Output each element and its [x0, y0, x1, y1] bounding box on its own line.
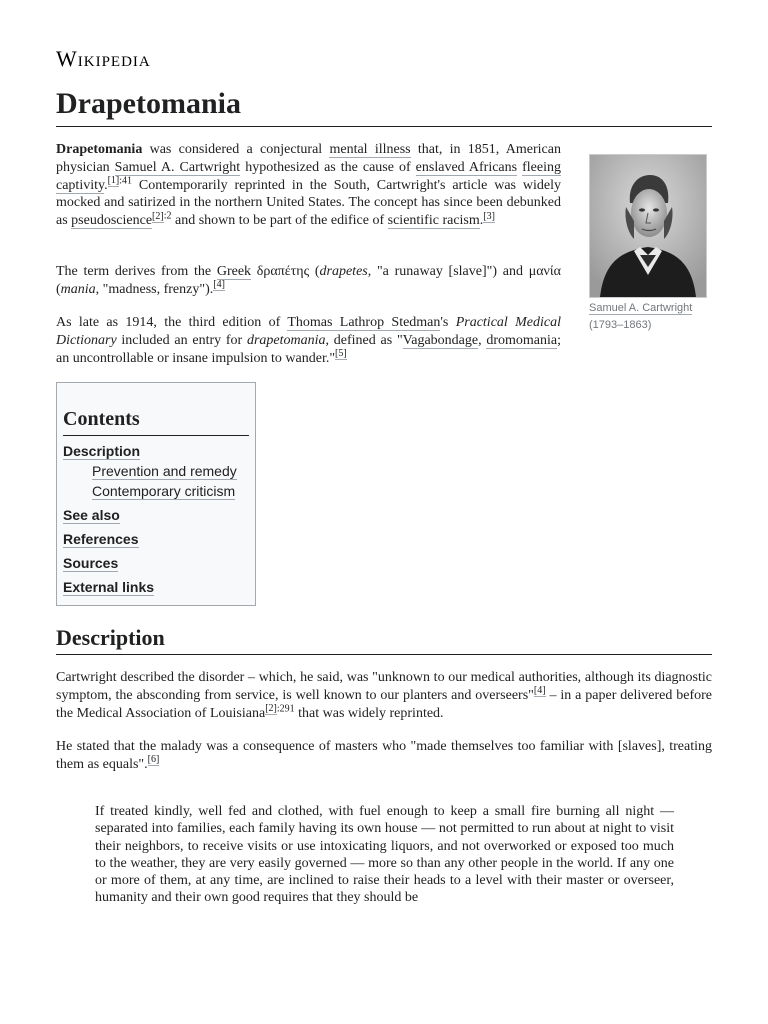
text: that was widely reprinted.	[294, 705, 444, 721]
link-enslaved-africans[interactable]: enslaved Africans	[415, 159, 518, 175]
link-thomas-stedman[interactable]: Thomas Lathrop Stedman	[287, 315, 441, 330]
citation-page: :41	[119, 174, 133, 186]
portrait-image[interactable]	[589, 154, 707, 298]
toc-item-contemporary-criticism[interactable]	[63, 481, 249, 501]
citation-1[interactable]	[108, 175, 132, 187]
toc-item-references[interactable]	[63, 529, 249, 549]
toc-link[interactable]: See also	[63, 507, 120, 523]
toc-link[interactable]: External links	[63, 579, 155, 595]
text: , defined as "	[325, 332, 403, 348]
link-scientific-racism[interactable]: scientific racism	[387, 213, 480, 229]
text: .	[479, 213, 484, 229]
citation-link[interactable]: [1]	[107, 174, 120, 186]
link-samuel-cartwright[interactable]: Samuel A. Cartwright	[114, 159, 241, 175]
citation-page: :2	[163, 210, 172, 222]
italic-term: drapetomania	[246, 332, 326, 348]
citation-4[interactable]	[213, 279, 225, 291]
portrait-caption	[589, 300, 707, 334]
italic-term: drapetes	[319, 264, 368, 279]
citation-link[interactable]: [2]	[265, 702, 277, 714]
text: 's	[440, 315, 456, 330]
text: included an entry for	[116, 332, 247, 348]
text: He stated that the malady was a consequence of masters who "made themselves too familiar with [slaves], treating them as equals".	[56, 739, 712, 772]
caption-years: (1793–1863)	[589, 319, 652, 331]
text: and shown to be part of the edifice of	[171, 213, 388, 229]
toc-item-description[interactable]	[63, 441, 249, 461]
italic-term: mania	[60, 281, 96, 297]
toc-title: Contents	[63, 405, 249, 436]
citation-6[interactable]	[148, 754, 160, 766]
text: As late as 1914, the third edition of	[56, 315, 288, 330]
text: .	[104, 177, 108, 193]
citation-link[interactable]: [2]	[152, 210, 164, 222]
citation-link[interactable]: [4]	[533, 685, 546, 697]
toc-link[interactable]: Prevention and remedy	[92, 463, 237, 479]
link-mental-illness[interactable]: mental illness	[329, 142, 411, 157]
portrait-figure	[589, 154, 707, 334]
citation-link[interactable]: [5]	[335, 347, 347, 359]
section-heading-description: Description	[56, 624, 712, 655]
toc-list	[63, 441, 249, 597]
citation-5[interactable]	[335, 348, 347, 360]
table-of-contents	[56, 382, 256, 606]
caption-link-cartwright[interactable]: Samuel A. Cartwright	[589, 302, 693, 314]
italic-title: Practical Medical Dictionary	[56, 315, 561, 348]
text: The term derives from the	[56, 264, 217, 279]
citation-link[interactable]: [3]	[483, 210, 495, 222]
citation-link[interactable]: [6]	[147, 754, 160, 766]
block-quote: If treated kindly, well fed and clothed, with fuel enough to keep a small fire burning all night — separated into families, each family having its own house — not permitted to run about at night to visit their neighbors, to receive visits or use intoxicating liquors, and not overworked or exposed too much to the weather, they are very easily governed — more so than any other people in the world. If any one or more of them, at any time, are inclined to raise their heads to a level with their master or overseer, humanity and their own good requires that they should be	[95, 804, 674, 906]
text: that, in 1851, American physician	[56, 142, 561, 175]
bold-term: Drapetomania	[56, 142, 143, 157]
text: – in a paper delivered before the Medical Association of Louisiana	[56, 687, 713, 721]
intro-paragraph-2	[56, 263, 561, 299]
text: δραπέτης (	[251, 264, 320, 279]
citation-2[interactable]	[152, 211, 171, 223]
wikipedia-wordmark[interactable]: Wikipedia	[56, 46, 151, 71]
toc-link[interactable]: References	[63, 531, 139, 547]
text: Contemporarily reprinted in the South, Cartwright's article was widely mocked and satirized in the northern United States. The concept has since been debunked as	[56, 177, 561, 229]
toc-item-external-links[interactable]	[63, 577, 249, 597]
text: was considered a conjectural	[142, 142, 330, 157]
link-greek[interactable]: Greek	[216, 264, 252, 279]
toc-link[interactable]: Description	[63, 443, 141, 459]
citation-4[interactable]	[534, 685, 546, 697]
link-dromomania[interactable]: dromomania	[486, 332, 558, 348]
citation-2[interactable]	[265, 703, 294, 715]
citation-link[interactable]: [4]	[213, 279, 225, 291]
citation-3[interactable]	[483, 211, 495, 223]
description-paragraph-1	[56, 669, 712, 722]
text: ,	[478, 332, 487, 348]
link-fleeing-captivity[interactable]: fleeing captivity	[56, 159, 561, 193]
page-title: Drapetomania	[56, 84, 712, 127]
toc-item-prevention[interactable]	[63, 461, 249, 481]
text: , "a runaway [slave]") and μανία (	[56, 264, 561, 297]
text: Cartwright described the disorder – which, he said, was "unknown to our medical authorities, although its diagnostic symptom, the absconding from service, is well known to our planters and overseers"	[56, 670, 712, 703]
description-paragraph-2	[56, 738, 712, 774]
text: ; an uncontrollable or insane impulsion to wander."	[56, 332, 562, 366]
toc-item-see-also[interactable]	[63, 505, 249, 525]
citation-page: :291	[276, 702, 295, 714]
link-pseudoscience[interactable]: pseudoscience	[71, 213, 153, 229]
intro-paragraph-3	[56, 314, 561, 367]
toc-link[interactable]: Sources	[63, 555, 119, 571]
text: hypothesized as the cause of	[240, 159, 416, 175]
text: , "madness, frenzy").	[95, 281, 214, 297]
toc-item-sources[interactable]	[63, 553, 249, 573]
toc-link[interactable]: Contemporary criticism	[92, 483, 236, 499]
intro-paragraph-1	[56, 141, 561, 230]
link-vagabondage[interactable]: Vagabondage	[402, 332, 479, 348]
